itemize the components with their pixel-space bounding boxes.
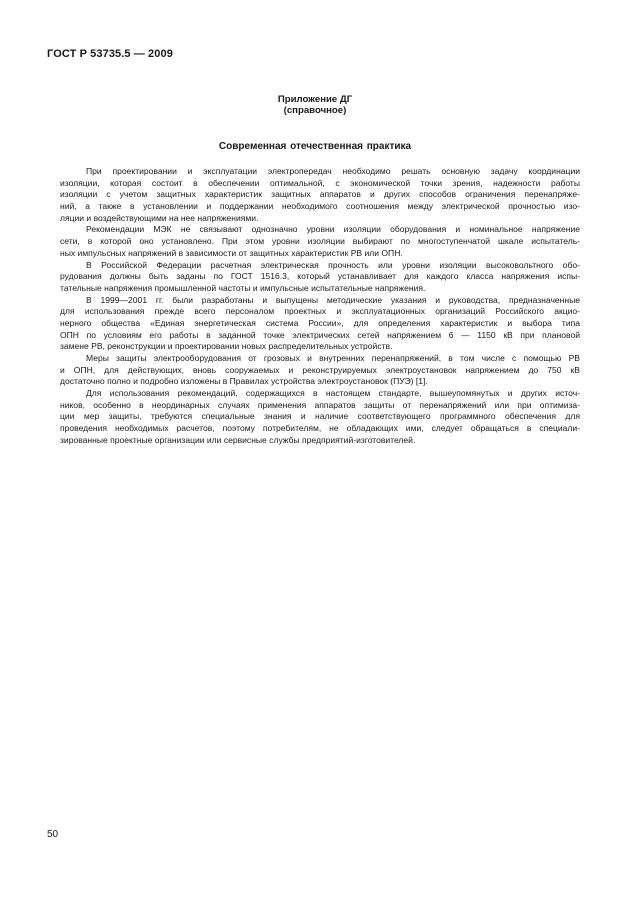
paragraph-iec-recommendations [60, 224, 580, 259]
appendix-heading [0, 94, 630, 116]
text-line: зированные проектные организации или сервисные службы предприятий-изготовителей. [60, 434, 416, 445]
text-line: ний, а также в установлении и поддержании необходимого соотношения между электрической прочностью изо- [60, 201, 580, 212]
text-line: ников, особенно в неординарных случаях применения аппаратов защиты от перенапряжений или при оптимиза- [60, 399, 580, 410]
appendix-subtitle: (справочное) [283, 105, 347, 116]
text-line: изоляции с учетом защитных характеристик защитных аппаратов и других способов ограничения перенапряже- [60, 189, 580, 200]
text-line: При проектировании и эксплуатации электропередач необходимо решать основную задачу координации [86, 166, 580, 176]
paragraph-guidelines-1999-2001 [60, 295, 580, 353]
section-title: Современная отечественная практика [218, 141, 412, 152]
text-line: тательные напряжения промышленной частоты и импульсные испытательные напряжения. [60, 282, 426, 293]
text-line: ции мер защиты, требуются специальные знания и наличие соответствующего программного обеспечения для [60, 411, 580, 422]
document-header-standard-id: ГОСТ Р 53735.5 — 2009 [47, 48, 173, 60]
body-text [60, 166, 580, 447]
text-line: достаточно полно и подробно изложены в Правилах устройства электроустановок (ПУЭ) [1]. [60, 376, 428, 387]
paragraph-russian-federation [60, 260, 580, 295]
text-line: Рекомендации МЭК не связывают однозначно уровни изоляции оборудования и номинальное напряжение [86, 224, 580, 235]
text-line: ных импульсных напряжений в зависимости от защитных характеристик РВ или ОПН. [60, 247, 403, 258]
text-line: Меры защиты электрооборудования от грозовых и внутренних перенапряжений, в том числе с помощью РВ [86, 353, 580, 363]
text-line: замене РВ, реконструкции и проектировании новых распределительных устройств. [60, 341, 393, 352]
text-line: Для использования рекомендаций, содержащихся в настоящем стандарте, вышеупомянутых и других источ- [86, 388, 580, 399]
text-line: изоляции, которая состоит в обеспечении оптимальной, с экономической точки зрения, надежности работы [60, 177, 580, 188]
text-line: и ОПН, для действующих, вновь сооружаемых и реконструируемых электроустановок напряжением до 750 кВ [60, 364, 580, 375]
text-line: проведения необходимых расчетов, поэтому потребителям, не обладающих ими, следует обращаться в специали- [60, 423, 580, 434]
text-line: для использования прежде всего персоналом проектных и эксплуатационных организаций Российского акцио- [60, 306, 580, 317]
text-line: нерного общества «Единая энергетическая система России», для определения характеристик и выбора типа [60, 317, 580, 328]
text-line: рудования должны быть заданы по ГОСТ 1516.3, который устанавливает для каждого класса напряжения испы- [60, 271, 580, 282]
paragraph-coordination [60, 166, 580, 224]
text-line: В Российской Федерации расчетная электрическая прочность или уровни изоляции высоковольтного обо- [86, 259, 580, 270]
paragraph-protection-measures [60, 353, 580, 388]
paragraph-usage-recommendations [60, 388, 580, 446]
text-line: ОПН по условиям его работы в заданной точке электрических сетей напряжением 6 — 1150 кВ при плановой [60, 329, 580, 340]
text-line: ляции и воздействующими на нее напряжениями. [60, 212, 259, 223]
page-number: 50 [47, 829, 59, 840]
text-line: сети, в которой оно установлено. При этом уровни изоляции выбирают по многоступенчатой шкале испытатель- [60, 236, 580, 247]
text-line: В 1999—2001 гг. были разработаны и выпущены методические указания и руководства, предназначенные [86, 294, 580, 305]
appendix-title: Приложение ДГ [277, 94, 353, 105]
